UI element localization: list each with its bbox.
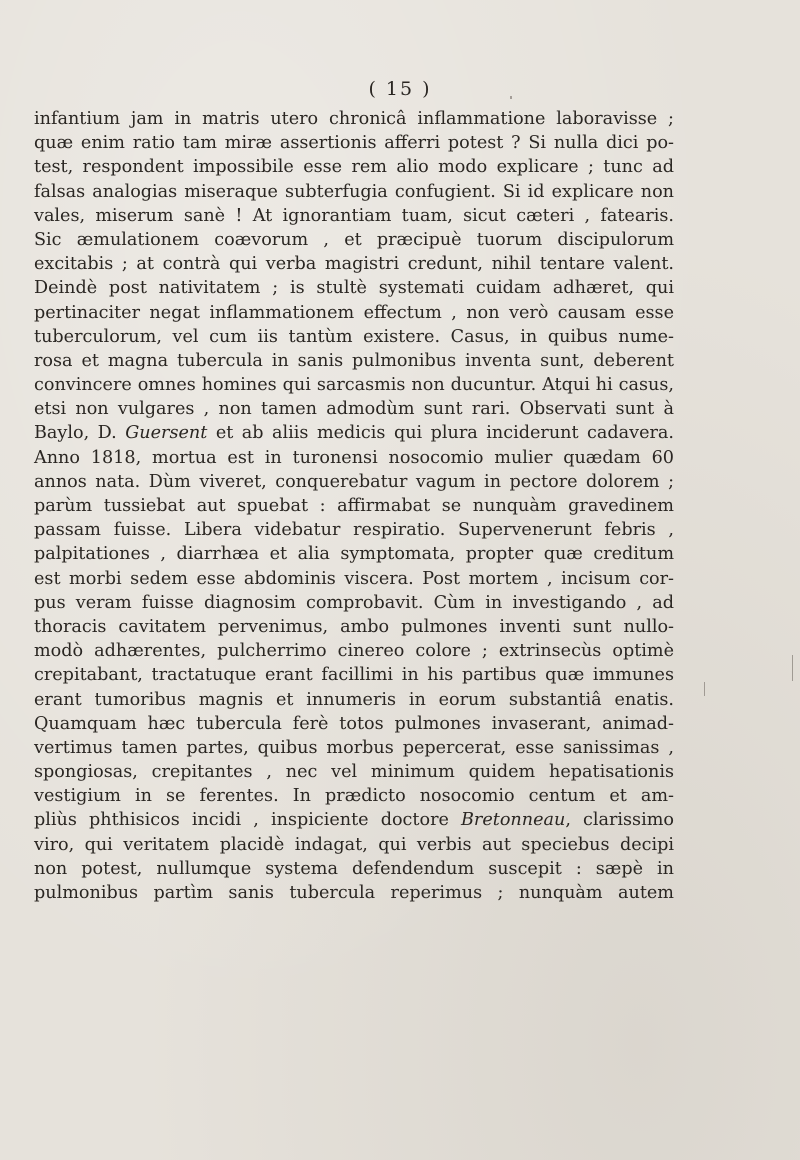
text-segment: thoracis cavitatem pervenimus, ambo pulmones inventi sunt nullo-: [34, 616, 674, 637]
text-segment: etsi non vulgares , non tamen admodùm sunt rari. Observati sunt à: [34, 399, 674, 420]
text-segment: convincere omnes homines qui sarcasmis non ducuntur. Atqui hi casus,: [34, 375, 674, 396]
text-line: [34, 712, 674, 736]
text-line: [34, 421, 674, 445]
text-line: [34, 276, 674, 300]
text-line: [34, 663, 674, 687]
text-segment: palpitationes , diarrhæa et alia symptomata, propter quæ creditum: [34, 544, 674, 565]
text-segment: parùm tussiebat aut spuebat : affirmabat se nunquàm gravedinem: [34, 496, 674, 516]
text-segment: modò adhærentes, pulcherrimo cinereo colore ; extrinsecùs optimè: [34, 641, 674, 662]
text-line: [34, 252, 674, 276]
text-segment: et ab aliis medicis qui plura inciderunt cadavera.: [207, 423, 674, 444]
text-segment: tuberculorum, vel cum iis tantùm existere. Casus, in quibus nume-: [34, 326, 674, 347]
text-segment: non potest, nullumque systema defendendum suscepit : sæpè in: [34, 858, 674, 879]
text-segment: vertimus tamen partes, quibus morbus pepercerat, esse sanissimas ,: [34, 737, 674, 758]
text-segment: quæ enim ratio tam miræ assertionis afferri potest ? Si nulla dici po-: [34, 133, 674, 154]
text-segment: Sic æmulationem coævorum , et præcipuè tuorum discipulorum: [34, 229, 674, 250]
text-segment: test, respondent impossibile esse rem alio modo explicare ; tunc ad: [34, 157, 674, 178]
text-segment: pertinaciter negat inflammationem effectum , non verò causam esse: [34, 302, 674, 323]
text-line: [34, 446, 674, 470]
text-line: [34, 688, 674, 712]
text-segment: crepitabant, tractatuque erant facillimi in his partibus quæ immunes: [34, 665, 674, 686]
text-line: [34, 567, 674, 591]
text-line: [34, 397, 674, 421]
text-segment: Deindè post nativitatem ; is stultè systemati cuidam adhæret, qui: [34, 278, 674, 299]
text-line: [34, 639, 674, 663]
text-line: [34, 833, 674, 857]
text-segment: spongiosas, crepitantes , nec vel minimum quidem hepatisationis: [34, 762, 674, 783]
paper-speck: [510, 96, 512, 99]
text-segment: Quamquam hæc tubercula ferè totos pulmones invaserant, animad-: [34, 713, 674, 734]
paper-speck: [792, 655, 793, 681]
text-line: [34, 349, 674, 373]
text-segment: infantium jam in matris utero chronicâ inflammatione laboravisse ;: [34, 109, 674, 129]
text-line: [34, 494, 674, 518]
text-segment: , clarissimo: [565, 810, 674, 831]
text-line: [34, 180, 674, 204]
text-line: [34, 107, 674, 131]
text-segment: pus veram fuisse diagnosim comprobavit. Cùm in investigando , ad: [34, 592, 674, 613]
text-segment: passam fuisse. Libera videbatur respiratio. Supervenerunt febris ,: [34, 520, 674, 541]
text-line: [34, 615, 674, 639]
text-line: [34, 784, 674, 808]
italic-name: Guersent: [125, 423, 208, 444]
paper-speck: [704, 682, 705, 696]
text-line: [34, 542, 674, 566]
text-segment: excitabis ; at contrà qui verba magistri credunt, nihil tentare valent.: [34, 254, 674, 275]
page-number: ( 15 ): [368, 78, 432, 100]
text-line: [34, 881, 674, 905]
body-text: [34, 107, 674, 905]
text-segment: est morbi sedem esse abdominis viscera. Post mortem , incisum cor-: [34, 568, 674, 589]
text-line: [34, 591, 674, 615]
text-line: [34, 325, 674, 349]
text-segment: Baylo, D.: [34, 423, 126, 444]
text-segment: vestigium in se ferentes. In prædicto nosocomio centum et am-: [34, 786, 674, 807]
text-segment: falsas analogias miseraque subterfugia confugient. Si id explicare non: [34, 181, 674, 202]
text-line: [34, 301, 674, 325]
text-segment: rosa et magna tubercula in sanis pulmonibus inventa sunt, deberent: [34, 350, 674, 371]
text-line: [34, 857, 674, 881]
text-line: [34, 736, 674, 760]
text-line: [34, 808, 674, 832]
text-line: [34, 131, 674, 155]
italic-name: Bretonneau: [461, 810, 566, 831]
text-line: [34, 518, 674, 542]
text-segment: viro, qui veritatem placidè indagat, qui verbis aut speciebus decipi: [34, 834, 674, 855]
text-line: [34, 760, 674, 784]
text-line: [34, 373, 674, 397]
text-segment: erant tumoribus magnis et innumeris in eorum substantiâ enatis.: [34, 689, 674, 710]
text-line: [34, 204, 674, 228]
text-segment: Anno 1818, mortua est in turonensi nosocomio mulier quædam 60: [34, 447, 674, 468]
text-segment: pliùs phthisicos incidi , inspiciente doctore: [34, 810, 461, 831]
text-line: [34, 470, 674, 494]
text-segment: pulmonibus partìm sanis tubercula reperimus ; nunquàm autem: [34, 883, 674, 903]
text-segment: vales, miserum sanè ! At ignorantiam tuam, sicut cæteri , fatearis.: [34, 205, 674, 226]
text-line: [34, 155, 674, 179]
text-segment: annos nata. Dùm viveret, conquerebatur vagum in pectore dolorem ;: [34, 471, 674, 492]
text-line: [34, 228, 674, 252]
